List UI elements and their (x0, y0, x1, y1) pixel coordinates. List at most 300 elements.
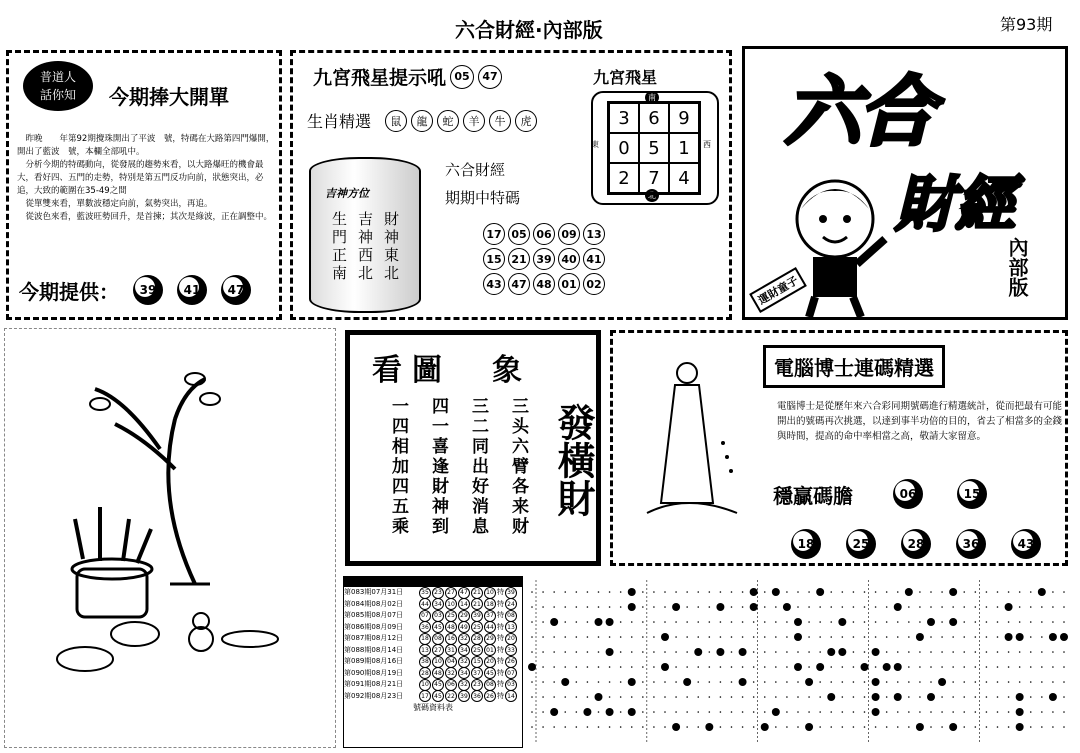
trend-dot (1008, 621, 1010, 623)
trend-hit (550, 618, 558, 626)
trend-dot (952, 696, 954, 698)
trend-hit (1049, 693, 1057, 701)
trend-dot (553, 681, 555, 683)
trend-dot (609, 606, 611, 608)
trend-dot (753, 666, 755, 668)
number-ball: 17 (483, 223, 505, 245)
trend-dot (1030, 621, 1032, 623)
trend-dot (919, 591, 921, 593)
trend-dot (930, 666, 932, 668)
row-number: 48 (432, 667, 444, 679)
row-number: 10 (419, 679, 431, 691)
row-number: 14 (458, 598, 470, 610)
row-number: 21 (471, 598, 483, 610)
trend-dot (997, 666, 999, 668)
row-period: 第085期08月07日 (344, 611, 404, 620)
trend-hit (794, 618, 802, 626)
trend-dot (875, 726, 877, 728)
trend-dot (664, 696, 666, 698)
trend-dot (709, 591, 711, 593)
trend-dot (753, 621, 755, 623)
trend-dot (775, 636, 777, 638)
trend-dot (908, 666, 910, 668)
trend-dot (1019, 666, 1021, 668)
trend-dot (775, 666, 777, 668)
logo-badge: 內部版 (1005, 237, 1029, 297)
trend-dot (808, 696, 810, 698)
trend-dot (853, 726, 855, 728)
trend-dot (941, 696, 943, 698)
row-number: 10 (484, 587, 496, 599)
trend-hit (761, 723, 769, 731)
trend-dot (675, 591, 677, 593)
trend-dot (1052, 681, 1054, 683)
trend-dot (952, 606, 954, 608)
trend-dot (653, 621, 655, 623)
sure-label: 穩贏碼膽 (773, 483, 853, 508)
row-period: 第090期08月19日 (344, 668, 404, 677)
trend-dot (864, 726, 866, 728)
trend-hit (561, 678, 569, 686)
trend-dot (1030, 726, 1032, 728)
trend-dot (609, 681, 611, 683)
row-number: 38 (419, 656, 431, 668)
row-number: 08 (432, 633, 444, 645)
trend-hit (672, 723, 680, 731)
history-row (344, 668, 522, 680)
trend-hit (794, 663, 802, 671)
trend-dot (753, 711, 755, 713)
trend-dot (697, 711, 699, 713)
trend-dot (786, 711, 788, 713)
trend-dot (576, 621, 578, 623)
trend-dot (642, 606, 644, 608)
trend-dot (919, 711, 921, 713)
trend-dot (808, 636, 810, 638)
trend-dot (986, 726, 988, 728)
trend-dot (1041, 666, 1043, 668)
god-cylinder (309, 157, 421, 313)
trend-dot (975, 681, 977, 683)
trend-dot (531, 621, 533, 623)
trend-hit (872, 678, 880, 686)
trend-dot (587, 606, 589, 608)
trend-dot (808, 591, 810, 593)
trend-dot (919, 666, 921, 668)
trend-dot (842, 696, 844, 698)
trend-dot (941, 621, 943, 623)
trend-dot (675, 621, 677, 623)
trend-hit (838, 648, 846, 656)
row-number: 03 (432, 610, 444, 622)
trend-dot (576, 696, 578, 698)
number-ball: 21 (508, 248, 530, 270)
trend-hit (861, 663, 869, 671)
title-ball: 47 (478, 65, 502, 89)
trend-dot (897, 591, 899, 593)
trend-dot (697, 636, 699, 638)
trend-dot (1008, 666, 1010, 668)
trend-dot (886, 636, 888, 638)
trend-dot (1063, 591, 1065, 593)
trend-dot (686, 606, 688, 608)
trend-dot (963, 666, 965, 668)
row-number: 10 (432, 656, 444, 668)
trend-dot (542, 666, 544, 668)
grid-title: 九宮飛星 (593, 68, 658, 87)
bubble-line: 話你知 (39, 88, 76, 102)
trend-dot (797, 651, 799, 653)
trend-hit (550, 708, 558, 716)
trend-dot (653, 636, 655, 638)
trend-hit (606, 618, 614, 626)
sure-ball: 15 (957, 479, 987, 509)
special-mark: 特 (497, 611, 504, 620)
trend-dot (753, 696, 755, 698)
trend-dot (886, 696, 888, 698)
trend-dot (952, 711, 954, 713)
trend-dot (930, 636, 932, 638)
trend-dot (1019, 606, 1021, 608)
trend-dot (1041, 651, 1043, 653)
trend-chart (526, 576, 1070, 748)
number-ball: 41 (583, 248, 605, 270)
row-number: 34 (458, 644, 470, 656)
dir-label: 北 (645, 189, 659, 202)
trend-dot (609, 726, 611, 728)
trend-dot (686, 591, 688, 593)
trend-dot (886, 681, 888, 683)
trend-hit (661, 663, 669, 671)
trend-dot (620, 621, 622, 623)
trend-dot (564, 591, 566, 593)
trend-dot (553, 666, 555, 668)
sure-ball: 06 (893, 479, 923, 509)
trend-dot (963, 636, 965, 638)
row-period: 第086期08月09日 (344, 622, 404, 631)
grid-cell: 5 (639, 133, 669, 163)
trend-dot (864, 636, 866, 638)
special-mark: 特 (497, 645, 504, 654)
trend-dot (908, 636, 910, 638)
trend-hit (872, 648, 880, 656)
trend-dot (731, 696, 733, 698)
trend-dot (764, 681, 766, 683)
trend-dot (897, 711, 899, 713)
trend-dot (975, 696, 977, 698)
history-row (344, 587, 522, 599)
trend-dot (975, 636, 977, 638)
trend-dot (819, 651, 821, 653)
trend-dot (753, 726, 755, 728)
trend-dot (542, 651, 544, 653)
trend-dot (1041, 681, 1043, 683)
trend-dot (686, 636, 688, 638)
trend-dot (1019, 681, 1021, 683)
trend-hit (528, 663, 536, 671)
row-number: 23 (432, 587, 444, 599)
trend-dot (542, 591, 544, 593)
trend-dot (1063, 606, 1065, 608)
trend-dot (919, 651, 921, 653)
trend-dot (620, 591, 622, 593)
trend-dot (897, 636, 899, 638)
pick-label: 今期提供： (19, 279, 119, 304)
riddle-panel (345, 330, 601, 566)
row-number: 32 (445, 667, 457, 679)
trend-dot (642, 591, 644, 593)
trend-hit (894, 693, 902, 701)
trend-dot (720, 726, 722, 728)
trend-dot (1052, 726, 1054, 728)
trend-dot (1063, 651, 1065, 653)
trend-dot (853, 636, 855, 638)
trend-dot (598, 606, 600, 608)
row-number: 27 (445, 587, 457, 599)
trend-dot (1063, 711, 1065, 713)
grid-cell: 2 (609, 163, 639, 193)
trend-dot (542, 621, 544, 623)
trend-dot (564, 711, 566, 713)
trend-dot (664, 591, 666, 593)
zodiac-item: 羊 (463, 110, 485, 132)
trend-dot (830, 591, 832, 593)
row-number: 34 (458, 667, 470, 679)
pick-ball: 47 (221, 275, 251, 305)
trend-dot (819, 696, 821, 698)
trend-dot (1063, 621, 1065, 623)
row-number: 25 (471, 621, 483, 633)
row-number: 18 (419, 633, 431, 645)
trend-hit (606, 648, 614, 656)
trend-dot (853, 651, 855, 653)
sure-row (773, 479, 987, 509)
dir-label: 西 (703, 140, 711, 149)
grid-cell: 4 (669, 163, 699, 193)
trend-dot (941, 726, 943, 728)
trend-dot (864, 591, 866, 593)
trend-hit (916, 723, 924, 731)
number-ball: 06 (533, 223, 555, 245)
pick-row (19, 275, 251, 305)
computer-title: 電腦博士連碼精選 (763, 345, 945, 388)
trend-dot (686, 621, 688, 623)
trend-hit (661, 633, 669, 641)
zodiac-row (307, 109, 541, 132)
trend-dot (786, 681, 788, 683)
trend-dot (830, 666, 832, 668)
trend-dot (1041, 726, 1043, 728)
bubble-line: 普道人 (39, 70, 76, 84)
logo-brand-bottom: 財經 (895, 170, 1015, 240)
riddle-title: 看圖 象 (372, 353, 532, 388)
trend-dot (941, 711, 943, 713)
computer-desc: 電腦博士是從歷年來六合彩同期號碼進行精選統計，從而把最有可能開出的號碼再次挑選，以達到事半功倍的目的，省去了相當多的金錢與時間，提高的命中率相當之高，敬請大家留意。 (777, 401, 1063, 442)
trend-hit (905, 588, 913, 596)
trend-dot (609, 696, 611, 698)
trend-dot (1008, 681, 1010, 683)
row-period: 第089期08月16日 (344, 657, 404, 666)
more-ball: 36 (956, 529, 986, 559)
number-ball: 39 (533, 248, 555, 270)
grid-cell: 3 (609, 103, 639, 133)
number-ball: 40 (558, 248, 580, 270)
trend-dot (986, 666, 988, 668)
trend-dot (664, 621, 666, 623)
intro-panel (6, 50, 282, 320)
trend-dot (542, 636, 544, 638)
row-number: 23 (471, 679, 483, 691)
dir-label: 南 (645, 91, 659, 104)
trend-dot (975, 726, 977, 728)
row-number: 28 (471, 633, 483, 645)
trend-dot (631, 651, 633, 653)
trend-dot (952, 666, 954, 668)
trend-hit (838, 618, 846, 626)
trend-dot (1041, 711, 1043, 713)
row-special: 07 (505, 667, 517, 679)
zodiac-item: 牛 (489, 110, 511, 132)
trend-hit (872, 693, 880, 701)
trend-dot (930, 726, 932, 728)
trend-dot (1052, 666, 1054, 668)
grid-frame (591, 91, 719, 205)
trend-dot (576, 606, 578, 608)
riddle-side: 發橫財 (551, 403, 595, 517)
trend-dot (764, 606, 766, 608)
trend-dot (919, 621, 921, 623)
trend-dot (675, 711, 677, 713)
trend-dot (697, 696, 699, 698)
trend-dot (531, 636, 533, 638)
trend-hit (1016, 633, 1024, 641)
number-ball: 43 (483, 273, 505, 295)
trend-dot (952, 636, 954, 638)
nine-palace-panel (290, 50, 732, 320)
row-number: 31 (445, 644, 457, 656)
trend-dot (830, 711, 832, 713)
trend-hit (772, 588, 780, 596)
history-rows (344, 587, 522, 702)
trend-dot (930, 711, 932, 713)
trend-dot (886, 651, 888, 653)
trend-dot (797, 711, 799, 713)
trend-dot (642, 711, 644, 713)
trend-dot (720, 681, 722, 683)
trend-dot (598, 651, 600, 653)
trend-dot (886, 591, 888, 593)
trend-dot (908, 711, 910, 713)
trend-dot (1008, 651, 1010, 653)
trend-dot (731, 636, 733, 638)
trend-dot (941, 666, 943, 668)
trend-dot (786, 636, 788, 638)
row-number: 32 (458, 679, 470, 691)
row-number: 06 (445, 679, 457, 691)
trend-dot (1030, 681, 1032, 683)
trend-dot (653, 711, 655, 713)
trend-dot (564, 696, 566, 698)
row-special: 03 (505, 679, 517, 691)
trend-dot (1019, 591, 1021, 593)
special-mark: 特 (497, 680, 504, 689)
trend-dot (697, 621, 699, 623)
trend-dot (731, 711, 733, 713)
trend-dot (742, 621, 744, 623)
row-number: 22 (445, 690, 457, 702)
trend-dot (731, 621, 733, 623)
history-row (344, 633, 522, 645)
trend-dot (542, 711, 544, 713)
history-row (344, 679, 522, 691)
trend-hit (949, 723, 957, 731)
trend-hit (827, 648, 835, 656)
trend-hit (794, 633, 802, 641)
trend-dot (709, 711, 711, 713)
trend-dot (587, 666, 589, 668)
god-column: 財神東北 (382, 211, 400, 283)
trend-dot (1041, 696, 1043, 698)
trend-dot (653, 681, 655, 683)
trend-dot (587, 636, 589, 638)
trend-dot (1030, 651, 1032, 653)
trend-dot (797, 696, 799, 698)
trend-hit (1016, 723, 1024, 731)
trend-hit (927, 618, 935, 626)
trend-dot (742, 726, 744, 728)
trend-hit (683, 678, 691, 686)
special-mark: 特 (497, 634, 504, 643)
row-number: 01 (484, 644, 496, 656)
zodiac-item: 蛇 (437, 110, 459, 132)
trend-dot (908, 606, 910, 608)
trend-dot (542, 726, 544, 728)
trend-hit (628, 678, 636, 686)
trend-dot (598, 591, 600, 593)
trend-dot (587, 726, 589, 728)
trend-dot (653, 666, 655, 668)
grid-cell: 6 (639, 103, 669, 133)
title-ball: 05 (450, 65, 474, 89)
trend-dot (919, 606, 921, 608)
trend-hit (883, 663, 891, 671)
trend-hit (927, 693, 935, 701)
trend-dot (786, 591, 788, 593)
trend-dot (886, 726, 888, 728)
trend-dot (664, 606, 666, 608)
trend-dot (531, 696, 533, 698)
row-special: 26 (505, 656, 517, 668)
trend-dot (1052, 651, 1054, 653)
caption-line: 六合財經 (445, 161, 506, 179)
row-period: 第091期08月21日 (344, 680, 404, 689)
palace-grid (607, 101, 701, 195)
row-number: 32 (458, 633, 470, 645)
history-row (344, 656, 522, 668)
trend-hit (628, 588, 636, 596)
trend-dot (631, 726, 633, 728)
trend-dot (875, 636, 877, 638)
history-row (344, 645, 522, 657)
trend-dot (620, 696, 622, 698)
trend-dot (620, 726, 622, 728)
trend-dot (1052, 711, 1054, 713)
zodiac-label: 生肖精選 (307, 112, 372, 131)
trend-dot (598, 681, 600, 683)
trend-dot (642, 696, 644, 698)
deity-icon (627, 353, 747, 523)
trend-dot (553, 591, 555, 593)
